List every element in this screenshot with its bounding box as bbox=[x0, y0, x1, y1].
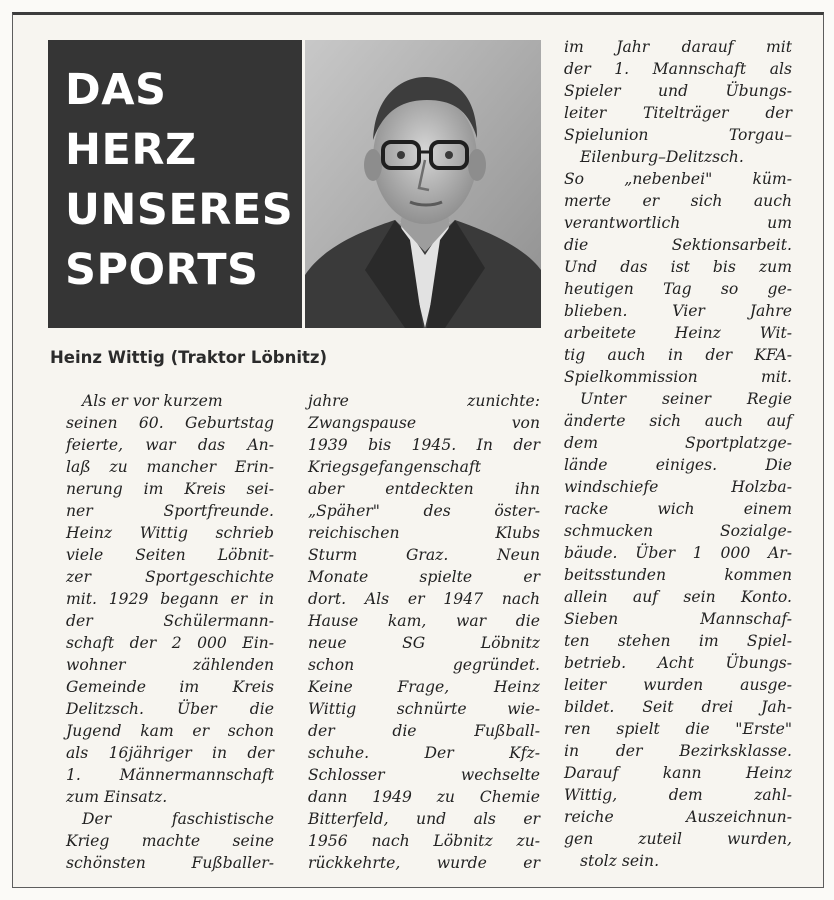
text-line: 1939 bis 1945. In der bbox=[308, 436, 540, 454]
text-line: viele Seiten Löbnit- bbox=[66, 546, 274, 564]
text-line: Bitterfeld, und als er bbox=[308, 810, 540, 828]
text-line: Sieben Mannschaf- bbox=[564, 610, 792, 628]
text-line: änderte sich auch auf bbox=[564, 412, 792, 430]
text-line: leiter Titelträger der bbox=[564, 104, 792, 122]
text-line: 1956 nach Löbnitz zu- bbox=[308, 832, 540, 850]
headline-line: UNSERES bbox=[65, 185, 294, 235]
headline-line: HERZ bbox=[65, 125, 197, 175]
text-line: neue SG Löbnitz bbox=[308, 634, 540, 652]
text-line: gen zuteil wurden, bbox=[564, 830, 792, 848]
text-line: windschiefe Holzba- bbox=[564, 478, 792, 496]
text-line: seinen 60. Geburtstag bbox=[66, 414, 274, 432]
text-line: Wittig schnürte wie- bbox=[308, 700, 540, 718]
text-line: betrieb. Acht Übungs- bbox=[564, 654, 792, 672]
text-line: Wittig, dem zahl- bbox=[564, 786, 792, 804]
text-line: Krieg machte seine bbox=[66, 832, 274, 850]
text-line: schaft der 2 000 Ein- bbox=[66, 634, 274, 652]
text-line: Hause kam, war die bbox=[308, 612, 540, 630]
text-line: 1. Männermannschaft bbox=[66, 766, 274, 784]
headline-line: DAS bbox=[65, 65, 167, 115]
text-line: dann 1949 zu Chemie bbox=[308, 788, 540, 806]
text-line: stolz sein. bbox=[580, 852, 660, 870]
text-line: schuhe. Der Kfz- bbox=[308, 744, 540, 762]
text-line: Unter seiner Regie bbox=[580, 390, 792, 408]
text-line: wohner zählenden bbox=[66, 656, 274, 674]
text-line: feierte, war das An- bbox=[66, 436, 274, 454]
headline-block bbox=[48, 40, 302, 328]
text-line: beitsstunden kommen bbox=[564, 566, 792, 584]
text-line: laß zu mancher Erin- bbox=[66, 458, 274, 476]
text-line: Keine Frage, Heinz bbox=[308, 678, 540, 696]
text-line: racke wich einem bbox=[564, 500, 792, 518]
text-line: in der Bezirksklasse. bbox=[564, 742, 792, 760]
text-line: der 1. Mannschaft als bbox=[564, 60, 792, 78]
text-line: der die Fußball- bbox=[308, 722, 540, 740]
text-line: lände einiges. Die bbox=[564, 456, 792, 474]
text-line: arbeitete Heinz Wit- bbox=[564, 324, 792, 342]
portrait-photo bbox=[305, 40, 541, 328]
text-line: allein auf sein Konto. bbox=[564, 588, 792, 606]
text-line: Kriegsgefangenschaft bbox=[308, 458, 481, 476]
text-line: Zwangspause von bbox=[308, 414, 540, 432]
text-line: Monate spielte er bbox=[308, 568, 540, 586]
text-line: bildet. Seit drei Jah- bbox=[564, 698, 792, 716]
text-line: Darauf kann Heinz bbox=[564, 764, 792, 782]
text-line: jahre zunichte: bbox=[308, 392, 540, 410]
text-line: zer Sportgeschichte bbox=[66, 568, 274, 586]
text-line: schon gegründet. bbox=[308, 656, 540, 674]
text-line: ren spielt die "Erste" bbox=[564, 720, 792, 738]
text-line: verantwortlich um bbox=[564, 214, 792, 232]
portrait-illustration bbox=[305, 40, 541, 328]
text-line: Spielunion Torgau– bbox=[564, 126, 792, 144]
text-line: schmucken Sozialge- bbox=[564, 522, 792, 540]
text-line: blieben. Vier Jahre bbox=[564, 302, 792, 320]
text-line: Spieler und Übungs- bbox=[564, 82, 792, 100]
text-line: Schlosser wechselte bbox=[308, 766, 540, 784]
text-line: Und das ist bis zum bbox=[564, 258, 792, 276]
text-line: tig auch in der KFA- bbox=[564, 346, 792, 364]
text-line: bäude. Über 1 000 Ar- bbox=[564, 544, 792, 562]
text-column-3 bbox=[564, 36, 792, 872]
text-line: nerung im Kreis sei- bbox=[66, 480, 274, 498]
text-line: „Späher" des öster- bbox=[308, 502, 540, 520]
text-line: Delitzsch. Über die bbox=[66, 700, 274, 718]
text-line: heutigen Tag so ge- bbox=[564, 280, 792, 298]
text-line: dort. Als er 1947 nach bbox=[308, 590, 540, 608]
text-line: die Sektionsarbeit. bbox=[564, 236, 792, 254]
text-line: ten stehen im Spiel- bbox=[564, 632, 792, 650]
text-line: dem Sportplatzge- bbox=[564, 434, 792, 452]
text-line: Eilenburg–Delitzsch. bbox=[580, 148, 744, 166]
text-line: rückkehrte, wurde er bbox=[308, 854, 540, 872]
text-line: als 16jähriger in der bbox=[66, 744, 274, 762]
text-line: Sturm Graz. Neun bbox=[308, 546, 540, 564]
text-line: ner Sportfreunde. bbox=[66, 502, 274, 520]
headline-line: SPORTS bbox=[65, 245, 259, 295]
text-line: merte er sich auch bbox=[564, 192, 792, 210]
text-line: Gemeinde im Kreis bbox=[66, 678, 274, 696]
text-line: schönsten Fußballer- bbox=[66, 854, 274, 872]
text-line: Der faschistische bbox=[82, 810, 274, 828]
text-line: Spielkommission mit. bbox=[564, 368, 792, 386]
text-column-2 bbox=[308, 390, 540, 874]
text-line: Als er vor kurzem bbox=[82, 392, 223, 410]
text-line: im Jahr darauf mit bbox=[564, 38, 792, 56]
byline: Heinz Wittig (Traktor Löbnitz) bbox=[50, 348, 328, 367]
text-line: der Schülermann- bbox=[66, 612, 274, 630]
text-line: mit. 1929 begann er in bbox=[66, 590, 274, 608]
text-line: reichischen Klubs bbox=[308, 524, 540, 542]
text-line: aber entdeckten ihn bbox=[308, 480, 540, 498]
text-line: Jugend kam er schon bbox=[66, 722, 274, 740]
text-line: So „nebenbei" küm- bbox=[564, 170, 792, 188]
text-line: zum Einsatz. bbox=[66, 788, 168, 806]
text-column-1 bbox=[66, 390, 274, 874]
text-line: reiche Auszeichnun- bbox=[564, 808, 792, 826]
text-line: leiter wurden ausge- bbox=[564, 676, 792, 694]
text-line: Heinz Wittig schrieb bbox=[66, 524, 274, 542]
